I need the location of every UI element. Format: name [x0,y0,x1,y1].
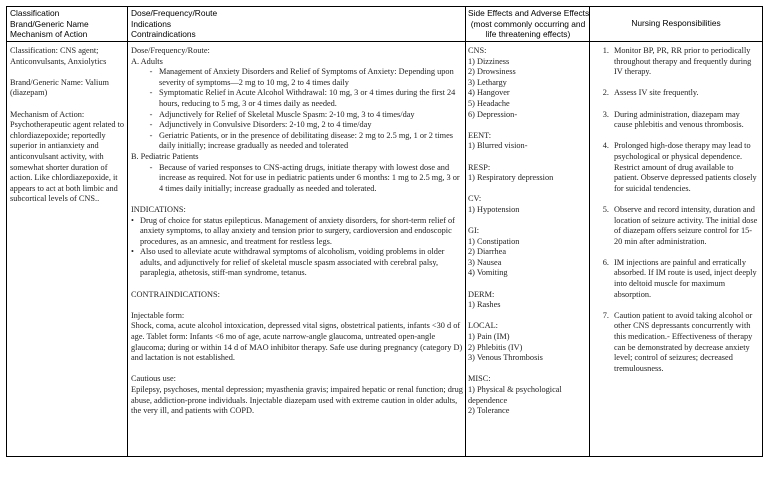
dash-marker: - [149,120,153,130]
side-effect-group [468,131,588,163]
nursing-item [592,258,760,300]
nursing-cell [592,46,760,385]
indications-list [131,216,463,280]
bullet-marker: • [131,247,134,257]
nursing-item-number: 7. [602,310,609,320]
spacer [468,279,588,290]
side-effect-item: 1) Respiratory depression [468,173,554,183]
side-effect-item: 4) Hangover [468,88,510,98]
nursing-item-number: 5. [602,204,609,214]
side-effects-cell [468,46,588,417]
adult-dose-item [131,131,463,152]
nursing-item [592,205,760,247]
nursing-item-text: IM injections are painful and erratically absorbed. If IM route is used, inject deeply into deltoid muscle for maximum absorption. [614,257,757,299]
side-effect-group-title: LOCAL: [468,321,498,331]
nursing-item-text: Observe and record intensity, duration and location of seizure activity. The initial dose of diazepam offers seizure control for 15-20 min after administration. [614,204,758,246]
side-effect-item: 1) Physical & psychological dependence [468,385,562,405]
header-dose: Dose/Frequency/Route Indications Contraindications [131,8,218,40]
indication-item [131,216,463,248]
column-divider [127,7,128,456]
side-effect-group-title: CNS: [468,46,487,55]
nursing-item-number: 4. [602,141,609,151]
side-effect-item: 2) Drowsiness [468,67,516,77]
adult-dose-text: Adjunctively for Relief of Skeletal Muscle Spasm: 2-10 mg, 3 to 4 times/day [159,109,415,119]
spacer [468,311,588,322]
side-effect-group-title: GI: [468,226,480,236]
side-effect-item: 1) Hypotension [468,204,520,214]
side-effect-group-title: EENT: [468,130,492,140]
nursing-item [592,141,760,194]
dose-cell [131,46,463,417]
mechanism-text: Mechanism of Action: Psychotherapeutic agent related to chlordiazepoxide; reportedly superior in antianxiety and anticonvulsant activity, with somewhat shorter duration of action. Like chlordiazepoxide, it appears to act at both limbic and subcortical levels of CNS.. [10,109,125,204]
adults-list [131,67,463,152]
side-effect-item: 1) Constipation [468,236,520,246]
adult-dose-text: Adjunctively in Convulsive Disorders: 2-10 mg, 2 to 4 time/day [159,120,372,130]
spacer [468,364,588,375]
nursing-item-number: 3. [602,109,609,119]
side-effect-item: 5) Headache [468,98,510,108]
spacer [468,216,588,227]
adult-dose-text: Symptomatic Relief in Acute Alcohol Withdrawal: 10 mg, 3 or 4 times during the first 24 hours, reducing to 5 mg, 3 or 4 times daily as needed. [159,88,456,108]
adult-dose-item [131,120,463,131]
side-effect-item: 6) Depression- [468,109,518,119]
side-effect-item: 2) Tolerance [468,406,510,416]
side-effect-item: 1) Dizziness [468,56,510,66]
adult-dose-text: Geriatric Patients, or in the presence of debilitating disease: 2 mg to 2.5 mg, 1 or 2 times daily initially; increase gradually as needed and tolerated [159,130,454,151]
side-effect-group [468,194,588,226]
injectable-title: Injectable form: [131,310,185,320]
cautious-text: Epilepsy, psychoses, mental depression; myasthenia gravis; impaired hepatic or renal function; drug abuse, addiction-prone individuals. Injectable diazepam used with extreme caution in older adults, the very ill, and patients with COPD. [131,385,463,416]
nursing-item-text: Caution patient to avoid taking alcohol or other CNS depressants concurrently with this medication.- Effectiveness of therapy can be demonstrated by decrease anxiety level; control of seizures; decreased tremulousness. [614,310,753,373]
nursing-item [592,88,760,99]
indication-text: Drug of choice for status epilepticus. Management of anxiety disorders, for short-term relief of anxiety symptoms, to allay anxiety and tension prior to surgery, cardioversion and endoscopic procedures, as an amnesic, and treatment for restless legs. [140,215,455,246]
side-effect-group-title: DERM: [468,289,495,299]
column-divider [589,7,590,456]
side-effect-group [468,163,588,195]
spacer [468,120,588,131]
injectable-text: Shock, coma, acute alcohol intoxication, depressed vital signs, obstetrical patients, infants <30 d of age. Tablet form: Infants <6 mo of age, acute narrow-angle glaucoma, untreated open-angle glaucoma; during or within 14 d of MAO inhibitor therapy. Safe use during pregnancy (category D) and lactation is not established. [131,321,463,363]
side-effect-group [468,46,588,131]
cautious-title: Cautious use: [131,374,176,384]
adults-label: A. Adults [131,56,163,66]
dash-marker: - [149,130,153,140]
indication-text: Also used to alleviate acute withdrawal symptoms of alcoholism, voiding problems in older adults, and adjunctively for relief of skeletal muscle spasm associated with cerebral palsy, paraplegia, athetosis, stiff-man syndrome, tetanus. [140,247,445,278]
header-side-effects: Side Effects and Adverse Effects (most commonly occurring and life threatening effects) [468,8,590,40]
side-effect-group-title: CV: [468,194,482,204]
dash-marker: - [149,109,153,119]
spacer [468,152,588,163]
side-effect-item: 1) Pain (IM) [468,332,510,342]
side-effect-group [468,226,588,290]
nursing-item-number: 2. [602,88,609,98]
dose-title: Dose/Frequency/Route: [131,46,210,55]
dash-marker: - [149,88,153,98]
side-effect-item: 3) Lethargy [468,77,507,87]
side-effect-group [468,290,588,322]
adult-dose-text: Management of Anxiety Disorders and Relief of Symptoms of Anxiety: Depending upon severity of symptoms—2 mg to 10 mg, 2 to 4 times daily [159,67,454,87]
side-effect-item: 3) Nausea [468,257,502,267]
nursing-item-text: Assess IV site frequently. [614,88,699,98]
dash-marker: - [149,67,153,77]
side-effect-item: 2) Diarrhea [468,247,507,257]
nursing-item [592,46,760,78]
drug-card-table [6,6,763,457]
adult-dose-item [131,67,463,88]
adult-dose-item [131,110,463,121]
side-effect-group [468,374,588,416]
classification-text: Classification: CNS agent; Anticonvulsants, Anxiolytics [10,46,107,66]
column-divider [465,7,466,456]
side-effect-item: 1) Blurred vision- [468,141,528,151]
header-nursing: Nursing Responsibilities [631,18,721,28]
side-effect-item: 3) Venous Thrombosis [468,353,543,363]
spacer [468,184,588,195]
pediatric-dose-text: Because of varied responses to CNS-acting drugs, initiate therapy with lowest dose and increase as required. Not for use in pediatric patients under 6 months: 1 mg to 2.5 mg, 3 or 4 times daily initially; increase gradually as needed and tolerated. [159,162,460,193]
bullet-marker: • [131,215,134,225]
contraindications-title: CONTRAINDICATIONS: [131,289,220,299]
nursing-item-text: Monitor BP, PR, RR prior to periodically throughout therapy and frequently during IV therapy. [614,46,752,77]
side-effect-group-title: MISC: [468,374,491,384]
indications-title: INDICATIONS: [131,204,186,214]
nursing-item-number: 6. [602,257,609,267]
header-classification: Classification Brand/Generic Name Mechanism of Action [10,8,89,40]
side-effect-group [468,321,588,374]
nursing-item [592,110,760,131]
nursing-item [592,311,760,375]
dash-marker: - [149,162,153,172]
nursing-item-number: 1. [602,46,609,55]
side-effect-item: 4) Vomiting [468,268,508,278]
adult-dose-item [131,88,463,109]
pediatric-list [131,163,463,195]
side-effect-item: 1) Rashes [468,300,501,310]
indication-item [131,247,463,279]
pediatric-dose-item [131,163,463,195]
nursing-item-text: Prolonged high-dose therapy may lead to psychological or physical dependence. Restrict amount of drug available to patient. Observe depressed patients closely for suicidal tendencies. [614,141,757,193]
classification-cell [10,46,126,205]
side-effect-group-title: RESP: [468,162,491,172]
brand-text: Brand/Generic Name: Valium (diazepam) [10,77,109,98]
pediatric-label: B. Pediatric Patients [131,151,199,161]
side-effect-item: 2) Phlebitis (IV) [468,342,523,352]
nursing-item-text: During administration, diazepam may cause phlebitis and venous thrombosis. [614,109,744,130]
